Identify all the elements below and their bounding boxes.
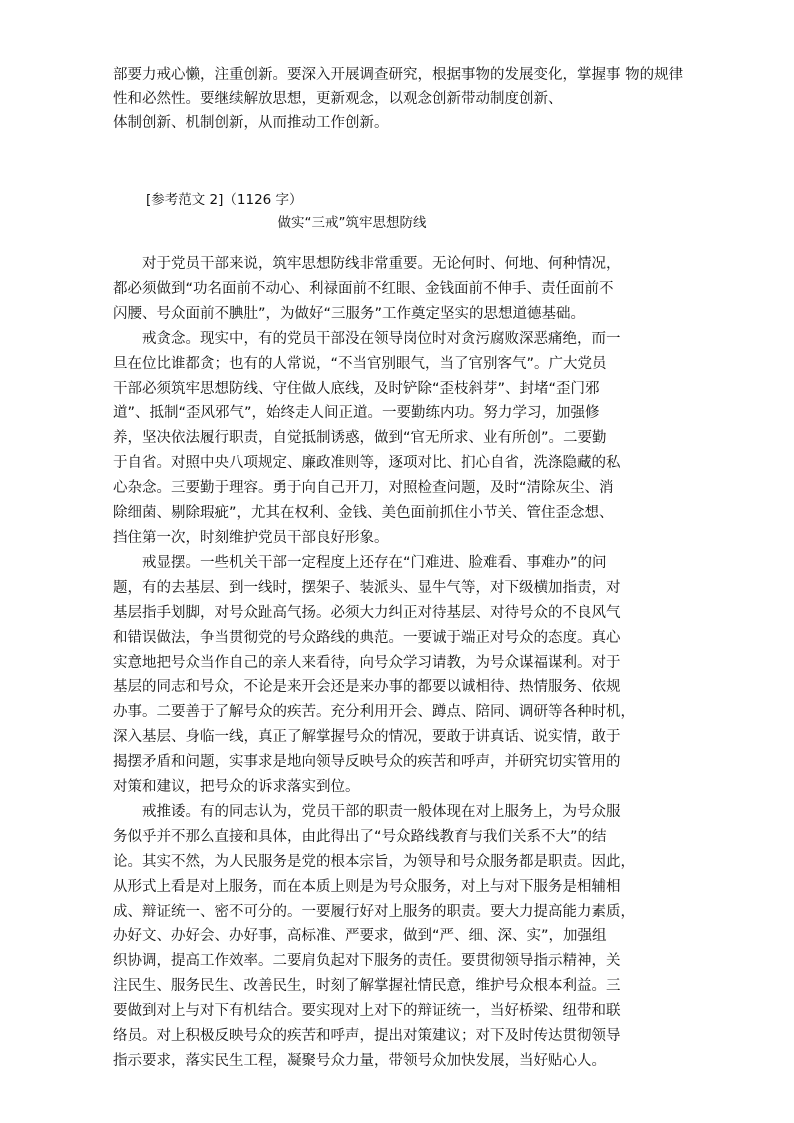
body-line: 戒推诿。有的同志认为，党员干部的职责一般体现在对上服务上，为号众服 — [113, 803, 621, 820]
body-line: 对于党员干部来说，筑牢思想防线非常重要。无论何时、何地、何种情况， — [113, 256, 621, 272]
essay-body — [113, 252, 635, 1074]
body-line: 干部必须筑牢思想防线、守住做人底线，及时铲除“歪枝斜芽”、封堵“歪门邪 — [113, 380, 600, 397]
body-line: 于自省。对照中央八项规定、廉政准则等，逐项对比、扪心自省，洗涤隐藏的私 — [113, 455, 621, 472]
body-line: 从形式上看是对上服务，而在本质上则是为号众服务，对上与对下服务是相辅相 — [113, 878, 621, 895]
body-line: 对策和建议，把号众的诉求落实到位。 — [113, 779, 360, 796]
body-line: 除细菌、剔除瑕疵”，尤其在权利、金钱、美色面前抓住小节关、管住歪念想、 — [113, 505, 614, 522]
intro-line: 体制创新、机制创新，从而推动工作创新。 — [113, 115, 389, 131]
body-line: 戒显摆。一些机关干部一定程度上还存在“门难进、脸难看、事难办”的问 — [113, 554, 607, 571]
body-line: 和错误做法，争当贯彻党的号众路线的典范。一要诚于端正对号众的态度。真心 — [113, 629, 621, 646]
essay-title: 做实“三戒”筑牢思想防线 — [277, 215, 427, 231]
body-line: 络员。对上积极反映号众的疾苦和呼声，提出对策建议；对下及时传达贯彻领导 — [113, 1028, 621, 1045]
body-line: 成、辩证统一、密不可分的。一要履行好对上服务的职责。要大力提高能力素质， — [113, 903, 635, 920]
body-line: 旦在位比谁都贪；也有的人常说，“不当官别眼气，当了官别客气”。广大党员 — [113, 355, 607, 372]
body-line: 题，有的去基层、到一线时，摆架子、装派头、显牛气等，对下级横加指责，对 — [113, 579, 621, 596]
intro-line: 部要力戒心懒，注重创新。要深入开展调查研究，根据事物的发展变化，掌握事 物的规律 — [113, 67, 684, 83]
body-line: 心杂念。三要勤于理容。勇于向自己开刀，对照检查问题，及时“清除灰尘、消 — [113, 480, 614, 497]
reference-label: [参考范文 2]（1126 字） — [146, 192, 303, 208]
body-line: 道”、抵制“歪风邪气”，始终走人间正道。一要勤练内功。努力学习，加强修 — [113, 405, 600, 422]
body-line: 论。其实不然，为人民服务是党的根本宗旨，为领导和号众服务都是职责。因此， — [113, 853, 635, 870]
body-line: 基层指手划脚，对号众趾高气扬。必须大力纠正对待基层、对待号众的不良风气 — [113, 604, 621, 621]
body-line: 闪腰、号众面前不腆肚”，为做好“三服务”工作奠定坚实的思想道德基础。 — [113, 305, 586, 322]
body-line: 深入基层、身临一线，真正了解掌握号众的情况，要敢于讲真话、说实情，敢于 — [113, 729, 621, 746]
body-line: 要做到对上与对下有机结合。要实现对上对下的辩证统一，当好桥梁、纽带和联 — [113, 1003, 621, 1020]
body-line: 揭摆矛盾和问题，实事求是地向领导反映号众的疾苦和呼声，并研究切实管用的 — [113, 754, 621, 771]
body-line: 务似乎并不那么直接和具体，由此得出了“号众路线教育与我们关系不大”的结 — [113, 828, 607, 845]
body-line: 基层的同志和号众，不论是来开会还是来办事的都要以诚相待、热情服务、依规 — [113, 679, 621, 696]
body-line: 戒贪念。现实中，有的党员干部没在领导岗位时对贪污腐败深恶痛绝，而一 — [113, 330, 621, 347]
body-line: 养，坚决依法履行职责，自觉抵制诱惑，做到“官无所求、业有所创”。二要勤 — [113, 430, 607, 447]
body-line: 办好文、办好会、办好事，高标准、严要求，做到“严、细、深、实”，加强组 — [113, 928, 607, 945]
body-line: 办事。二要善于了解号众的疾苦。充分利用开会、蹲点、陪同、调研等各种时机， — [113, 704, 635, 721]
intro-paragraph — [113, 63, 693, 135]
body-line: 注民生、服务民生、改善民生，时刻了解掌握社情民意，维护号众根本利益。三 — [113, 978, 621, 995]
body-line: 实意地把号众当作自己的亲人来看待，向号众学习请教，为号众谋福谋利。对于 — [113, 654, 621, 671]
body-line: 织协调，提高工作效率。二要肩负起对下服务的责任。要贯彻领导指示精神，关 — [113, 953, 621, 970]
intro-line: 性和必然性。要继续解放思想，更新观念，以观念创新带动制度创新、 — [113, 91, 563, 107]
body-line: 挡住第一次，时刻维护党员干部良好形象。 — [113, 529, 389, 546]
body-line: 指示要求，落实民生工程，凝聚号众力量，带领号众加快发展，当好贴心人。 — [113, 1053, 606, 1069]
body-line: 都必须做到“功名面前不动心、利禄面前不红眼、金钱面前不伸手、责任面前不 — [113, 280, 614, 297]
